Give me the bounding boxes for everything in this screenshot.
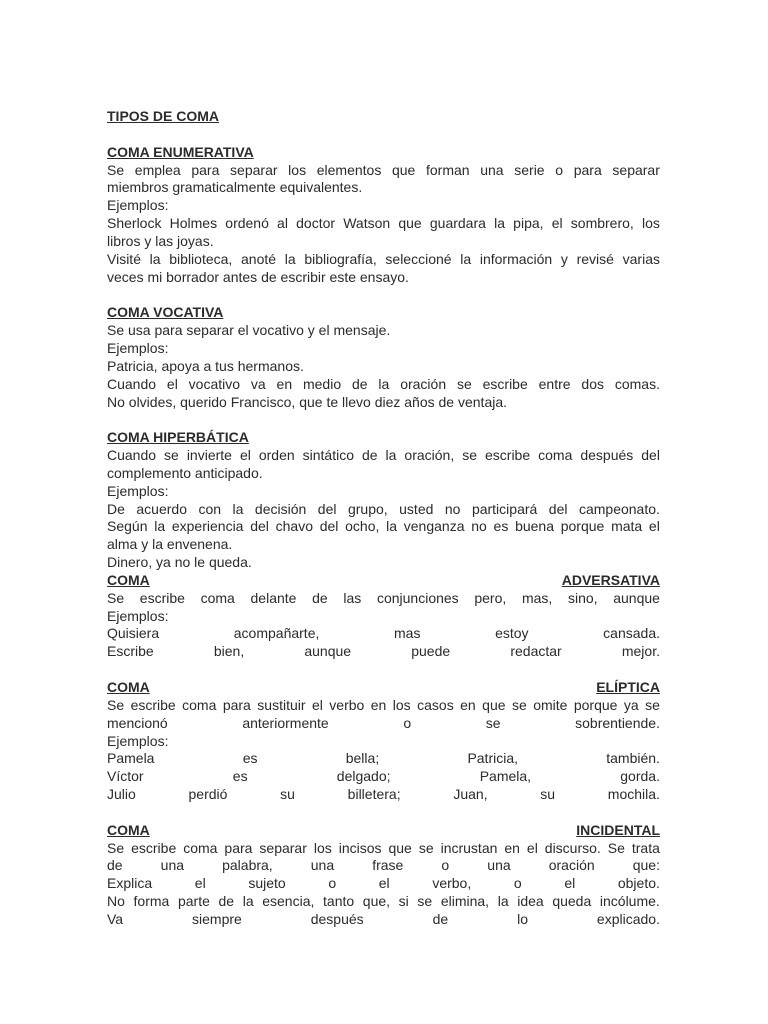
- word: de: [107, 857, 123, 874]
- word: elimina,: [440, 893, 490, 910]
- word: del: [641, 447, 660, 464]
- word: Holmes: [169, 215, 218, 232]
- word: la: [149, 250, 161, 267]
- word: acuerdo: [136, 500, 187, 517]
- word: Pamela: [107, 750, 155, 767]
- word: después: [580, 447, 634, 464]
- word: que: [391, 161, 416, 178]
- word: idea: [517, 893, 544, 910]
- section-heading-vocativa: COMA VOCATIVA: [107, 304, 224, 321]
- word: trata: [631, 839, 660, 856]
- word: del: [319, 518, 339, 535]
- word: frase: [372, 857, 404, 874]
- word: revisé: [576, 250, 614, 267]
- word: decisión: [254, 500, 307, 517]
- document-title: TIPOS DE COMA: [107, 108, 220, 124]
- word: delante: [250, 589, 297, 606]
- word: chavo: [275, 518, 313, 535]
- spacer: [107, 804, 660, 822]
- word: de: [432, 910, 449, 927]
- word: su: [280, 786, 295, 803]
- examples-label: Ejemplos:: [107, 482, 169, 499]
- word: la: [494, 215, 505, 232]
- example-line: [107, 625, 660, 643]
- paragraph-line: [107, 715, 660, 733]
- word: oración: [548, 857, 595, 874]
- word: del: [548, 500, 568, 517]
- word: siempre: [192, 910, 242, 927]
- word: va: [250, 375, 266, 392]
- example-line: [107, 643, 660, 661]
- word: el: [526, 839, 538, 856]
- word: escribe: [130, 696, 176, 713]
- word: se: [417, 893, 433, 910]
- word: sobrentiende.: [575, 714, 660, 731]
- word: escribe: [131, 839, 177, 856]
- word: la: [232, 500, 244, 517]
- word: coma: [183, 839, 218, 856]
- word: de: [218, 893, 235, 910]
- word: incólume.: [599, 893, 660, 910]
- word: porque: [560, 518, 605, 535]
- word: entre: [538, 375, 571, 392]
- word: Se: [107, 589, 125, 606]
- heading-right: ELÍPTICA: [596, 679, 660, 695]
- word: o: [328, 875, 337, 892]
- example-line: Dinero, ya no le queda.: [107, 554, 252, 571]
- word: el: [311, 696, 323, 713]
- spacer: [107, 286, 660, 304]
- word: mas,: [521, 589, 553, 606]
- word: la: [386, 518, 398, 535]
- section-heading-enumerativa: COMA ENUMERATIVA: [107, 143, 254, 160]
- word: o: [513, 875, 522, 892]
- word: Juan,: [453, 786, 488, 803]
- word: una: [310, 857, 335, 874]
- word: aunque: [304, 643, 352, 660]
- example-line: [107, 376, 660, 394]
- paragraph-line: [107, 590, 660, 608]
- paragraph-line: [107, 893, 660, 911]
- example-line: veces mi borrador antes de escribir este ensayo.: [107, 268, 409, 285]
- word: Visité: [107, 250, 141, 267]
- word: Watson: [343, 215, 391, 232]
- word: ordenó: [225, 215, 269, 232]
- word: se: [456, 375, 472, 392]
- word: y: [560, 250, 568, 267]
- word: Va: [107, 910, 124, 927]
- word: verbo: [329, 696, 365, 713]
- word: no: [444, 500, 461, 517]
- word: casos: [417, 696, 454, 713]
- word: lo: [517, 910, 528, 927]
- word: una: [480, 161, 504, 178]
- word: el: [194, 875, 206, 892]
- word: para: [224, 839, 253, 856]
- paragraph-line: [107, 162, 660, 180]
- section-heading-hiperbatica: COMA HIPERBÁTICA: [107, 429, 249, 446]
- word: escribe: [139, 589, 185, 606]
- heading-right: INCIDENTAL: [576, 821, 660, 838]
- word: mata: [611, 518, 643, 535]
- word: se: [462, 447, 478, 464]
- word: o: [441, 857, 450, 874]
- word: escribe: [482, 375, 528, 392]
- word: dos: [581, 375, 604, 392]
- example-line: [107, 786, 660, 804]
- word: que: [482, 696, 506, 713]
- example-line: libros y las joyas.: [107, 232, 214, 249]
- word: emplea: [134, 161, 181, 178]
- example-line: [107, 215, 660, 233]
- heading-underline-gap: [150, 822, 576, 840]
- word: gorda.: [620, 768, 660, 785]
- word: del: [250, 518, 269, 535]
- word: No: [107, 893, 125, 910]
- word: en: [276, 375, 293, 392]
- word: sustituir: [257, 696, 306, 713]
- word: objeto.: [617, 875, 660, 892]
- word: acompañarte,: [233, 625, 320, 642]
- word: Cuando: [107, 375, 157, 392]
- word: es: [232, 768, 248, 785]
- word: la: [378, 375, 390, 392]
- word: esencia,: [262, 893, 315, 910]
- word: la: [154, 518, 166, 535]
- word: billetera;: [347, 786, 401, 803]
- word: aunque: [613, 589, 660, 606]
- section-heading-incidental: [107, 822, 660, 840]
- word: coma: [538, 447, 573, 464]
- word: Pamela,: [479, 768, 532, 785]
- examples-label: Ejemplos:: [107, 732, 169, 749]
- word: se: [511, 696, 527, 713]
- word: bella;: [345, 750, 380, 767]
- word: anoté: [241, 250, 277, 267]
- word: comas.: [614, 375, 660, 392]
- heading-left: COMA: [107, 821, 150, 838]
- word: medio: [302, 375, 342, 392]
- word: o: [403, 714, 412, 731]
- word: el: [239, 447, 251, 464]
- examples-label: Ejemplos:: [107, 339, 169, 356]
- paragraph-line: [107, 857, 660, 875]
- word: del: [317, 500, 337, 517]
- word: incrustan: [440, 839, 498, 856]
- word: si: [398, 893, 409, 910]
- word: se: [485, 714, 501, 731]
- example-line: [107, 768, 660, 786]
- word: serie: [514, 161, 545, 178]
- word: para: [191, 161, 220, 178]
- word: conjunciones: [376, 589, 459, 606]
- word: cansada.: [603, 625, 660, 642]
- word: de: [351, 375, 368, 392]
- example-line: alma y la envenena.: [107, 536, 233, 553]
- example-line: [107, 501, 660, 519]
- word: también.: [606, 750, 660, 767]
- word: mencionó: [107, 714, 168, 731]
- word: su: [540, 786, 556, 803]
- word: bibliografía,: [304, 250, 377, 267]
- word: oración: [400, 375, 447, 392]
- heading-underline-gap: [150, 679, 596, 697]
- heading-left: COMA: [107, 679, 150, 695]
- word: el: [166, 375, 178, 392]
- document-page: [107, 108, 660, 929]
- word: en: [370, 696, 387, 713]
- word: el: [648, 518, 660, 535]
- word: con: [198, 500, 222, 517]
- paragraph-line: Se usa para separar el vocativo y el mensaje.: [107, 322, 391, 339]
- word: de: [361, 447, 378, 464]
- word: seleccioné: [385, 250, 452, 267]
- word: bien,: [213, 643, 245, 660]
- word: la: [385, 447, 397, 464]
- word: invierte: [186, 447, 232, 464]
- word: una: [160, 857, 185, 874]
- word: verbo,: [432, 875, 472, 892]
- word: escribe: [485, 447, 531, 464]
- word: el: [378, 875, 390, 892]
- word: el: [551, 215, 563, 232]
- word: es: [242, 750, 258, 767]
- word: no: [471, 518, 487, 535]
- word: sujeto: [248, 875, 286, 892]
- word: que: [388, 839, 412, 856]
- word: se: [164, 447, 179, 464]
- word: Se: [607, 839, 625, 856]
- word: que: [398, 215, 422, 232]
- word: Julio: [107, 786, 136, 803]
- word: mochila.: [607, 786, 660, 803]
- word: parte: [177, 893, 210, 910]
- word: los: [288, 161, 307, 178]
- word: después: [310, 910, 364, 927]
- word: buena: [515, 518, 554, 535]
- word: para: [573, 161, 602, 178]
- word: puede: [411, 643, 451, 660]
- example-line: [107, 750, 660, 768]
- word: o: [555, 161, 564, 178]
- word: ya: [623, 696, 639, 713]
- word: los: [392, 696, 411, 713]
- word: vocativo: [188, 375, 241, 392]
- word: biblioteca,: [169, 250, 233, 267]
- word: oración,: [404, 447, 455, 464]
- heading-left: COMA: [107, 571, 150, 588]
- word: la: [460, 250, 472, 267]
- word: incisos: [338, 839, 382, 856]
- word: los: [641, 215, 660, 232]
- word: sino,: [567, 589, 598, 606]
- word: al: [277, 215, 288, 232]
- word: la: [242, 893, 254, 910]
- word: palabra,: [222, 857, 273, 874]
- word: se: [418, 839, 434, 856]
- spacer: [107, 126, 660, 144]
- word: perdió: [188, 786, 228, 803]
- paragraph-line: [107, 911, 660, 929]
- paragraph-line: [107, 840, 660, 858]
- word: Explica: [107, 875, 153, 892]
- word: mejor.: [621, 643, 660, 660]
- word: redactar: [510, 643, 562, 660]
- word: queda: [552, 893, 592, 910]
- word: doctor: [296, 215, 336, 232]
- word: una: [487, 857, 511, 874]
- word: Según: [107, 518, 148, 535]
- word: discurso.: [544, 839, 601, 856]
- word: las: [343, 589, 362, 606]
- word: para: [222, 696, 251, 713]
- word: información: [479, 250, 553, 267]
- word: grupo,: [347, 500, 388, 517]
- section-heading-adversativa: [107, 572, 660, 590]
- word: Sherlock: [107, 215, 162, 232]
- paragraph-line: [107, 875, 660, 893]
- word: en: [460, 696, 476, 713]
- word: Patricia,: [467, 750, 519, 767]
- word: Quisiera: [107, 625, 160, 642]
- word: Se: [107, 161, 125, 178]
- word: delgado;: [336, 768, 391, 785]
- word: de: [312, 589, 328, 606]
- word: Se: [107, 839, 125, 856]
- word: forman: [426, 161, 470, 178]
- word: De: [107, 500, 125, 517]
- word: sintático: [302, 447, 354, 464]
- word: Víctor: [107, 768, 144, 785]
- paragraph-line: [107, 447, 660, 465]
- word: en: [504, 839, 520, 856]
- word: experiencia: [171, 518, 244, 535]
- word: guardara: [429, 215, 486, 232]
- word: porque: [573, 696, 618, 713]
- word: pipa,: [513, 215, 544, 232]
- word: ocho,: [345, 518, 380, 535]
- heading-right: ADVERSATIVA: [561, 571, 660, 588]
- word: anteriormente: [242, 714, 329, 731]
- word: campeonato.: [578, 500, 660, 517]
- word: venganza: [403, 518, 465, 535]
- word: explicado.: [596, 910, 660, 927]
- word: que,: [362, 893, 391, 910]
- word: sombrero,: [570, 215, 634, 232]
- word: usted: [399, 500, 434, 517]
- word: omite: [533, 696, 568, 713]
- word: coma: [182, 696, 217, 713]
- example-line: No olvides, querido Francisco, que te llevo diez años de ventaja.: [107, 393, 508, 410]
- example-line: [107, 518, 660, 536]
- word: separar: [230, 161, 278, 178]
- word: participará: [471, 500, 538, 517]
- word: Escribe: [107, 643, 154, 660]
- paragraph-line: complemento anticipado.: [107, 464, 263, 481]
- examples-label: Ejemplos:: [107, 607, 169, 624]
- word: Se: [107, 696, 125, 713]
- word: los: [313, 839, 332, 856]
- word: que:: [632, 857, 660, 874]
- spacer: [107, 411, 660, 429]
- section-heading-eliptica: [107, 679, 660, 697]
- word: forma: [133, 893, 170, 910]
- examples-label: Ejemplos:: [107, 197, 169, 214]
- word: separar: [612, 161, 660, 178]
- example-line: [107, 251, 660, 269]
- paragraph-line: miembros gramaticalmente equivalentes.: [107, 179, 363, 196]
- spacer: [107, 661, 660, 679]
- word: elementos: [316, 161, 382, 178]
- word: tanto: [323, 893, 355, 910]
- word: Cuando: [107, 447, 157, 464]
- word: estoy: [495, 625, 529, 642]
- word: coma: [200, 589, 235, 606]
- paragraph-line: [107, 697, 660, 715]
- word: la: [497, 893, 509, 910]
- word: se: [645, 696, 660, 713]
- word: pero,: [474, 589, 507, 606]
- word: varias: [622, 250, 660, 267]
- example-line: Patricia, apoya a tus hermanos.: [107, 357, 304, 374]
- heading-underline-gap: [150, 572, 562, 590]
- word: es: [493, 518, 509, 535]
- word: la: [284, 250, 296, 267]
- word: orden: [258, 447, 295, 464]
- word: separar: [259, 839, 307, 856]
- word: mas: [394, 625, 421, 642]
- word: el: [564, 875, 576, 892]
